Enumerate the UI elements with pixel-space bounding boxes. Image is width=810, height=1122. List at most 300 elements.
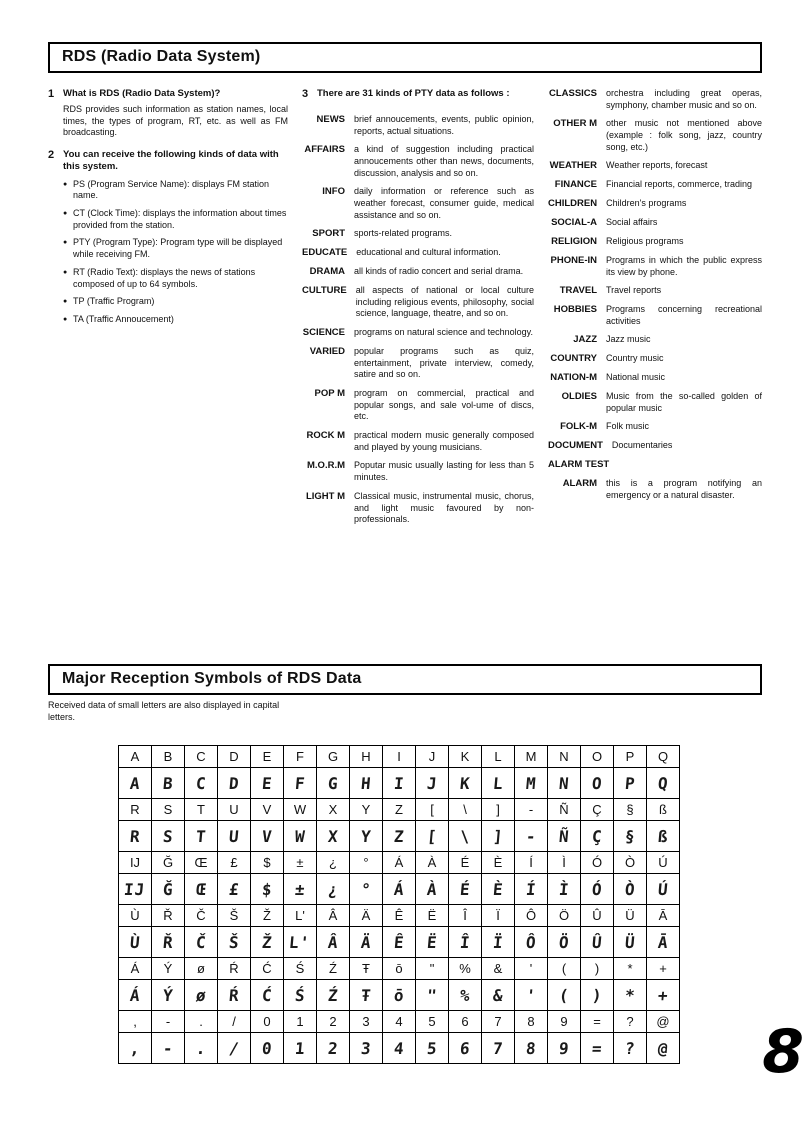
symbol-display-cell — [119, 980, 152, 1011]
segment-glyph: - — [524, 826, 538, 846]
symbols-section-title-box — [48, 664, 762, 695]
symbol-char-cell: % — [449, 958, 482, 980]
pty-entry — [302, 228, 534, 240]
bullet-icon: ● — [63, 268, 68, 276]
symbol-display-cell — [251, 821, 284, 852]
pty-definition: Children's programs — [606, 198, 687, 209]
symbol-display-cell — [317, 768, 350, 799]
segment-glyph: M — [524, 773, 538, 793]
symbol-char-cell: Ś — [284, 958, 317, 980]
symbols-table-body — [119, 746, 680, 1064]
symbol-char-cell: 9 — [548, 1011, 581, 1033]
symbol-display-cell — [284, 980, 317, 1011]
symbol-display-cell — [317, 927, 350, 958]
segment-glyph: F — [293, 773, 307, 793]
pty-definition: Religious programs — [606, 235, 684, 246]
segment-glyph: Q — [656, 773, 670, 793]
segment-glyph: D — [227, 773, 241, 793]
symbol-char-cell: È — [482, 852, 515, 874]
pty-entry — [302, 460, 534, 483]
symbol-display-cell — [152, 874, 185, 905]
symbol-display-cell — [614, 874, 647, 905]
symbol-char-cell: Ç — [581, 799, 614, 821]
pty-definition: this is a program notifying an emergency or a natural disaster. — [606, 478, 762, 500]
symbol-char-cell: G — [317, 746, 350, 768]
symbol-char-cell: £ — [218, 852, 251, 874]
segment-glyph: H — [359, 773, 373, 793]
symbol-display-cell — [185, 1033, 218, 1064]
symbol-display-cell — [218, 927, 251, 958]
segment-glyph: Ä — [359, 932, 373, 952]
symbol-char-cell: Ù — [119, 905, 152, 927]
symbol-char-cell: Q — [647, 746, 680, 768]
pty-definition: Travel reports — [606, 285, 662, 296]
pty-definition: Documentaries — [611, 440, 673, 451]
segment-glyph: Á — [128, 985, 142, 1005]
symbol-display-cell — [449, 768, 482, 799]
pty-term: SCIENCE — [302, 327, 345, 339]
symbol-char-cell: Á — [119, 958, 152, 980]
segment-glyph: Ŧ — [359, 985, 373, 1005]
segment-glyph: Ý — [161, 985, 175, 1005]
symbol-display-cell — [185, 980, 218, 1011]
bullet-item — [63, 179, 288, 202]
segment-glyph: 7 — [491, 1038, 505, 1058]
pty-term: PHONE-IN — [550, 254, 597, 266]
segment-glyph: Ü — [623, 932, 637, 952]
rds-column-3 — [548, 88, 762, 533]
pty-definition: orchestra including great operas, symphony, chamber music and so on. — [606, 88, 762, 110]
segment-glyph: N — [557, 773, 571, 793]
segment-glyph: 9 — [557, 1038, 571, 1058]
symbol-display-cell — [218, 874, 251, 905]
symbol-display-cell — [218, 768, 251, 799]
item-1-content — [63, 88, 288, 139]
symbol-char-cell: 4 — [383, 1011, 416, 1033]
segment-glyph: ō — [392, 985, 406, 1005]
symbol-char-cell: E — [251, 746, 284, 768]
rds-item-2 — [48, 149, 288, 332]
symbol-display-cell — [482, 1033, 515, 1064]
symbol-display-cell — [350, 768, 383, 799]
segment-glyph: ° — [359, 879, 373, 899]
segment-glyph: ß — [656, 826, 670, 846]
symbol-char-cell: V — [251, 799, 284, 821]
symbol-char-cell: Č — [185, 905, 218, 927]
pty-definition: popular programs such as quiz, entertainment, private interview, comedy, satire and so on. — [354, 345, 534, 380]
symbol-char-cell: Ź — [317, 958, 350, 980]
pty-term: DRAMA — [309, 266, 345, 278]
symbol-display-cell — [119, 874, 152, 905]
segment-glyph: § — [623, 826, 637, 846]
pty-definition: Poputar music usually lasting for less than 5 minutes. — [354, 460, 534, 483]
rds-section-title: RDS (Radio Data System) — [62, 48, 261, 65]
segment-glyph: W — [293, 826, 307, 846]
symbol-char-cell: Í — [515, 852, 548, 874]
pty-term: FINANCE — [554, 179, 597, 191]
symbol-display-cell — [284, 768, 317, 799]
item-3-number: 3 — [302, 88, 309, 100]
symbol-display-cell — [548, 768, 581, 799]
pty-entry — [302, 186, 534, 221]
symbol-char-cell: ø — [185, 958, 218, 980]
symbol-display-cell — [647, 1033, 680, 1064]
segment-glyph: = — [590, 1038, 604, 1058]
segment-glyph: ' — [524, 985, 538, 1005]
pty-term: NATION-M — [550, 372, 597, 384]
symbol-char-cell: P — [614, 746, 647, 768]
symbol-char-cell: , — [119, 1011, 152, 1033]
symbol-char-cell: É — [449, 852, 482, 874]
bullet-text: PTY (Program Type): Program type will be displayed while receiving FM. — [73, 237, 283, 260]
segment-glyph: T — [194, 826, 208, 846]
symbol-display-cell — [317, 821, 350, 852]
symbol-display-cell — [152, 1033, 185, 1064]
pty-term: OLDIES — [561, 391, 597, 403]
bullet-icon: ● — [63, 298, 68, 306]
rds-item-1 — [48, 88, 288, 139]
symbol-display-cell — [119, 821, 152, 852]
pty-entry — [548, 118, 762, 153]
segment-glyph: Ë — [425, 932, 439, 952]
segment-glyph: È — [491, 879, 505, 899]
pty-term: DOCUMENT — [548, 440, 603, 452]
pty-definition: all aspects of national or local culture including religious events, philosophy, social science, language, theatre, and so on. — [355, 285, 534, 319]
pty-entry — [548, 88, 762, 111]
segment-glyph: £ — [227, 879, 241, 899]
symbol-display-cell — [251, 1033, 284, 1064]
symbol-char-cell: H — [350, 746, 383, 768]
symbol-display-cell — [614, 927, 647, 958]
symbol-char-cell: Ö — [548, 905, 581, 927]
segment-glyph: Ŕ — [227, 985, 241, 1005]
symbol-display-row — [119, 821, 680, 852]
item-2-number: 2 — [48, 148, 55, 161]
pty-term: AFFAIRS — [304, 144, 345, 156]
segment-glyph: Ć — [260, 985, 274, 1005]
symbol-char-cell: X — [317, 799, 350, 821]
symbol-char-row — [119, 852, 680, 874]
symbol-display-cell — [119, 768, 152, 799]
segment-glyph: B — [161, 773, 175, 793]
symbol-display-cell — [482, 768, 515, 799]
segment-glyph: ± — [293, 879, 307, 899]
bullet-item — [63, 208, 288, 231]
pty-list-column-1 — [302, 114, 534, 526]
symbol-display-cell — [218, 980, 251, 1011]
symbol-char-cell: = — [581, 1011, 614, 1033]
symbol-display-cell — [350, 980, 383, 1011]
pty-definition: other music not mentioned above (example : folk song, jazz, country song, etc.) — [606, 118, 762, 152]
segment-glyph: Ř — [161, 932, 175, 952]
symbol-display-cell — [284, 1033, 317, 1064]
symbol-char-cell: Š — [218, 905, 251, 927]
symbol-display-cell — [581, 980, 614, 1011]
segment-glyph: G — [326, 773, 340, 793]
rds-section-title-box — [48, 42, 762, 73]
segment-glyph: 1 — [293, 1038, 307, 1058]
symbol-display-cell — [581, 927, 614, 958]
symbol-display-cell — [185, 768, 218, 799]
symbol-display-cell — [482, 821, 515, 852]
segment-glyph: / — [227, 1038, 241, 1058]
segment-glyph: E — [260, 773, 274, 793]
symbol-char-cell: " — [416, 958, 449, 980]
symbol-display-cell — [383, 874, 416, 905]
pty-definition: Country music — [606, 353, 664, 364]
symbol-char-cell: ( — [548, 958, 581, 980]
symbol-display-cell — [383, 1033, 416, 1064]
pty-term: VARIED — [309, 345, 345, 357]
segment-glyph: ø — [194, 985, 208, 1005]
symbol-display-cell — [251, 874, 284, 905]
symbol-display-cell — [152, 768, 185, 799]
symbol-display-cell — [449, 927, 482, 958]
pty-definition: daily information or reference such as weather forecast, consumer guide, medical assistance and so on. — [354, 186, 534, 220]
symbol-char-cell: 8 — [515, 1011, 548, 1033]
segment-glyph: S — [161, 826, 175, 846]
segment-glyph: 4 — [392, 1038, 406, 1058]
symbol-display-cell — [317, 980, 350, 1011]
segment-glyph: Z — [392, 826, 406, 846]
symbol-char-cell: Ý — [152, 958, 185, 980]
segment-glyph: Ā — [656, 932, 670, 952]
symbol-display-cell — [416, 980, 449, 1011]
segment-glyph: . — [194, 1038, 208, 1058]
pty-definition: Folk music — [606, 421, 650, 432]
symbol-char-cell: T — [185, 799, 218, 821]
symbol-char-cell: Ä — [350, 905, 383, 927]
segment-glyph: Ò — [623, 879, 637, 899]
pty-term: RELIGION — [551, 235, 597, 247]
pty-entry — [548, 304, 762, 327]
symbol-char-cell: ß — [647, 799, 680, 821]
pty-definition: Jazz music — [606, 334, 651, 345]
symbol-display-cell — [218, 1033, 251, 1064]
segment-glyph: À — [425, 879, 439, 899]
bullet-icon: ● — [63, 210, 68, 218]
pty-list-column-2 — [548, 88, 762, 501]
pty-entry — [302, 491, 534, 526]
segment-glyph: X — [326, 826, 340, 846]
symbol-char-cell: 5 — [416, 1011, 449, 1033]
segment-glyph: ( — [557, 985, 571, 1005]
segment-glyph: [ — [425, 826, 439, 846]
symbols-table-wrap — [118, 745, 680, 1064]
segment-glyph: Ó — [590, 879, 604, 899]
symbol-char-cell: + — [647, 958, 680, 980]
segment-glyph: \ — [458, 826, 472, 846]
symbol-char-cell: 7 — [482, 1011, 515, 1033]
symbol-char-cell: B — [152, 746, 185, 768]
segment-glyph: É — [458, 879, 472, 899]
symbol-display-cell — [449, 980, 482, 1011]
pty-definition: educational and cultural information. — [356, 247, 501, 258]
symbol-display-cell — [449, 1033, 482, 1064]
pty-entry — [548, 179, 762, 191]
bullet-icon: ● — [63, 316, 68, 324]
pty-entry — [302, 144, 534, 179]
segment-glyph: Ź — [326, 985, 340, 1005]
pty-entry — [548, 160, 762, 172]
symbol-char-cell: ± — [284, 852, 317, 874]
symbol-char-cell: K — [449, 746, 482, 768]
bullet-item — [63, 296, 288, 308]
symbol-display-cell — [383, 768, 416, 799]
symbol-char-cell: Ü — [614, 905, 647, 927]
symbol-char-cell: F — [284, 746, 317, 768]
pty-term: ROCK M — [306, 430, 345, 442]
symbol-display-cell — [482, 874, 515, 905]
symbol-char-cell: IJ — [119, 852, 152, 874]
symbol-display-cell — [548, 927, 581, 958]
symbol-display-cell — [119, 1033, 152, 1064]
pty-entry — [548, 217, 762, 229]
symbol-display-cell — [482, 980, 515, 1011]
symbol-display-cell — [581, 821, 614, 852]
symbol-char-cell: Ć — [251, 958, 284, 980]
segment-glyph: Ô — [524, 932, 538, 952]
symbols-section-title: Major Reception Symbols of RDS Data — [62, 670, 362, 687]
pty-definition: Social affairs — [606, 217, 658, 228]
segment-glyph: Ś — [293, 985, 307, 1005]
segment-glyph: 3 — [359, 1038, 373, 1058]
symbol-display-cell — [185, 927, 218, 958]
pty-definition: program on commercial, practical and popular songs, and sale vol-ume of discs, etc. — [354, 388, 534, 422]
pty-definition: a kind of suggestion including practical annoucements other than news, documents, discussion, analysis and so on. — [354, 144, 534, 178]
segment-glyph: - — [161, 1038, 175, 1058]
symbol-display-cell — [515, 768, 548, 799]
segment-glyph: R — [128, 826, 142, 846]
symbol-char-cell: & — [482, 958, 515, 980]
symbol-char-cell: N — [548, 746, 581, 768]
symbol-char-cell: Û — [581, 905, 614, 927]
symbol-display-cell — [383, 821, 416, 852]
symbol-display-cell — [449, 821, 482, 852]
segment-glyph: Î — [458, 932, 472, 952]
segment-glyph: ? — [623, 1038, 637, 1058]
symbols-table — [118, 745, 680, 1064]
symbol-char-cell: / — [218, 1011, 251, 1033]
pty-entry — [548, 391, 762, 414]
pty-definition: Programs concerning recreational activities — [606, 304, 762, 326]
symbol-display-cell — [614, 821, 647, 852]
symbol-char-cell: ) — [581, 958, 614, 980]
symbol-display-cell — [581, 874, 614, 905]
symbol-char-row — [119, 799, 680, 821]
symbol-display-cell — [251, 927, 284, 958]
symbol-char-cell: O — [581, 746, 614, 768]
symbol-char-cell: À — [416, 852, 449, 874]
segment-glyph: O — [590, 773, 604, 793]
pty-term: SPORT — [312, 228, 345, 240]
pty-definition: programs on natural science and technology. — [354, 327, 533, 338]
symbol-display-row — [119, 1033, 680, 1064]
bullet-item — [63, 314, 288, 326]
symbol-char-cell: Ì — [548, 852, 581, 874]
symbol-display-cell — [515, 980, 548, 1011]
symbol-display-cell — [548, 821, 581, 852]
symbol-display-cell — [581, 768, 614, 799]
symbol-display-row — [119, 927, 680, 958]
pty-term: CLASSICS — [548, 88, 597, 99]
symbol-display-cell — [416, 874, 449, 905]
item-2-heading: You can receive the following kinds of data with this system. — [63, 148, 279, 172]
symbol-char-cell: Ó — [581, 852, 614, 874]
symbol-display-cell — [614, 980, 647, 1011]
symbol-char-cell: Ğ — [152, 852, 185, 874]
symbol-char-cell: R — [119, 799, 152, 821]
symbol-display-row — [119, 980, 680, 1011]
symbol-display-cell — [185, 821, 218, 852]
segment-glyph: Ñ — [557, 826, 571, 846]
segment-glyph: $ — [260, 879, 274, 899]
symbol-char-cell: @ — [647, 1011, 680, 1033]
item-2-content — [63, 149, 288, 332]
segment-glyph: , — [128, 1038, 142, 1058]
symbol-char-cell: Ŧ — [350, 958, 383, 980]
symbol-display-cell — [251, 768, 284, 799]
symbol-char-cell: ¿ — [317, 852, 350, 874]
symbol-char-cell: D — [218, 746, 251, 768]
bullet-item — [63, 267, 288, 290]
pty-entry — [548, 334, 762, 346]
symbol-char-cell: Ř — [152, 905, 185, 927]
pty-definition: practical modern music generally composed and played by young musicians. — [354, 430, 534, 452]
pty-term: COUNTRY — [550, 353, 597, 365]
symbol-display-cell — [317, 874, 350, 905]
symbol-char-row — [119, 905, 680, 927]
segment-glyph: Ù — [128, 932, 142, 952]
segment-glyph: L — [491, 773, 505, 793]
symbol-display-cell — [515, 821, 548, 852]
segment-glyph: U — [227, 826, 241, 846]
pty-entry — [302, 114, 534, 137]
segment-glyph: Y — [359, 826, 373, 846]
segment-glyph: L' — [288, 932, 312, 952]
pty-definition: all kinds of radio concert and serial drama. — [354, 266, 524, 277]
pty-term: WEATHER — [549, 160, 597, 172]
symbol-char-cell: U — [218, 799, 251, 821]
symbol-display-cell — [416, 768, 449, 799]
segment-glyph: Ö — [557, 932, 571, 952]
pty-entry — [548, 459, 762, 471]
symbol-char-cell: ' — [515, 958, 548, 980]
pty-entry — [302, 346, 534, 381]
bullet-text: TP (Traffic Program) — [73, 296, 155, 307]
segment-glyph: 2 — [326, 1038, 340, 1058]
symbol-display-cell — [515, 874, 548, 905]
symbol-char-cell: Ô — [515, 905, 548, 927]
symbol-display-cell — [416, 927, 449, 958]
pty-definition: National music — [606, 372, 666, 383]
segment-glyph: Ú — [656, 879, 670, 899]
pty-definition: Music from the so-called golden of popular music — [606, 391, 762, 413]
symbol-display-cell — [482, 927, 515, 958]
pty-entry — [548, 372, 762, 384]
symbols-note: Received data of small letters are also displayed in capital letters. — [48, 700, 280, 722]
symbol-display-cell — [383, 980, 416, 1011]
symbol-display-cell — [284, 927, 317, 958]
symbol-char-cell: L — [482, 746, 515, 768]
symbol-char-cell: 1 — [284, 1011, 317, 1033]
segment-glyph: Ê — [392, 932, 406, 952]
symbol-char-cell: Ò — [614, 852, 647, 874]
symbol-char-cell: A — [119, 746, 152, 768]
symbol-display-cell — [647, 980, 680, 1011]
segment-glyph: I — [392, 773, 406, 793]
segment-glyph: Á — [392, 879, 406, 899]
